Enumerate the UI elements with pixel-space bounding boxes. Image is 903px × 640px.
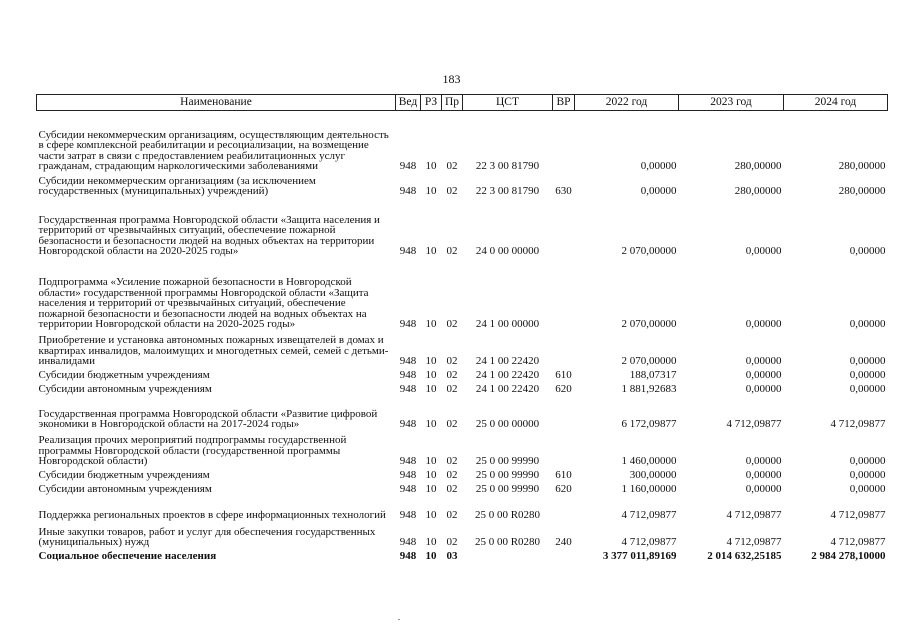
cell-y2024: 4 712,09877: [830, 418, 886, 430]
cell-cst: 25 0 00 R0280: [474, 509, 541, 521]
row-name-text: Субсидии бюджетным учреждениям: [38, 369, 210, 381]
row-name: [37, 430, 396, 467]
cell-vr: 630: [555, 185, 572, 197]
row-name-text: Субсидии автономным учреждениям: [38, 483, 212, 495]
cell-vr: 610: [555, 369, 572, 381]
row-name-text: Иные закупки товаров, работ и услуг для обеспечения государственных (муниципальных) нужд: [38, 525, 376, 548]
cell-pr: 03: [446, 550, 458, 562]
cell-rz: 10: [425, 455, 437, 467]
cell-cst: 24 1 00 22420: [475, 369, 540, 381]
header-vr: ВР: [553, 95, 575, 111]
cell-ved: 948: [399, 160, 417, 172]
row-name-text: Реализация прочих мероприятий подпрограммы государственной программы Новгородской области (государственной программы Новгородской области): [38, 434, 347, 467]
cell-cst: [463, 548, 553, 562]
cell-y2022: 2 070,00000: [621, 245, 677, 257]
cell-y2022: 0,00000: [640, 160, 677, 172]
cell-pr: 02: [446, 369, 458, 381]
row-name-text: Государственная программа Новгородской области «Развитие цифровой экономики в Новгородской области на 2017-2024 годы»: [38, 407, 378, 430]
cell-y2022: 300,00000: [629, 469, 677, 481]
cell-ved: 948: [399, 185, 417, 197]
table-row: [37, 467, 888, 481]
cell-y2024: 0,00000: [849, 469, 886, 481]
cell-pr: 02: [446, 245, 458, 257]
table-row: [37, 481, 888, 495]
cell-ved: 948: [399, 455, 417, 467]
cell-pr: 02: [446, 509, 458, 521]
cell-rz: 10: [425, 536, 437, 548]
cell-rz: 10: [425, 185, 437, 197]
cell-rz: 10: [425, 355, 437, 367]
cell-y2022: 6 172,09877: [621, 418, 677, 430]
cell-pr: 02: [446, 318, 458, 330]
cell-vr: 620: [555, 483, 572, 495]
cell-y2022: 4 712,09877: [621, 509, 677, 521]
table-row: [37, 111, 888, 172]
row-name-text: Субсидии бюджетным учреждениям: [38, 469, 210, 481]
row-name-text: Субсидии автономным учреждениям: [38, 383, 212, 395]
cell-y2024: 4 712,09877: [830, 509, 886, 521]
cell-ved: 948: [399, 369, 417, 381]
cell-vr: [553, 548, 575, 562]
cell-pr: 02: [446, 536, 458, 548]
cell-y2022: 1 881,92683: [621, 383, 677, 395]
cell-pr: 02: [446, 469, 458, 481]
header-ved: Вед: [396, 95, 421, 111]
cell-ved: 948: [399, 550, 417, 562]
header-rz: РЗ: [421, 95, 442, 111]
cell-vr: [553, 197, 575, 257]
row-name: [37, 330, 396, 367]
cell-rz: 10: [425, 369, 437, 381]
row-name-text: Социальное обеспечение населения: [38, 550, 217, 562]
row-name: [37, 521, 396, 548]
header-name: Наименование: [37, 95, 396, 111]
cell-cst: 22 3 00 81790: [475, 185, 540, 197]
row-name-text: Подпрограмма «Усиление пожарной безопасности в Новгородской области» государственной программы Новгородской области «Защита населения и территорий от чрезвычайных ситуаций, обеспечение пожарной безопасности и безопасности людей на водных объектах на территории Новгородской области на 2020-2025 годы»: [38, 276, 369, 330]
cell-y2022: 4 712,09877: [621, 536, 677, 548]
cell-y2024: 4 712,09877: [830, 536, 886, 548]
cell-y2024: 280,00000: [838, 160, 886, 172]
cell-y2022: 2 070,00000: [621, 355, 677, 367]
cell-rz: 10: [425, 418, 437, 430]
table-body: [37, 111, 888, 562]
cell-y2022: 0,00000: [640, 185, 677, 197]
budget-table: [36, 94, 888, 562]
header-2024: 2024 год: [784, 95, 888, 111]
cell-cst: 22 3 00 81790: [475, 160, 540, 172]
cell-vr: [553, 495, 575, 521]
row-name: [37, 111, 396, 172]
cell-cst: 25 0 00 R0280: [474, 536, 541, 548]
row-name-text: Поддержка региональных проектов в сфере информационных технологий: [38, 509, 386, 521]
header-2023: 2023 год: [679, 95, 784, 111]
cell-rz: 10: [425, 550, 437, 562]
cell-ved: 948: [399, 509, 417, 521]
cell-pr: 02: [446, 418, 458, 430]
header-cst: ЦСТ: [463, 95, 553, 111]
cell-y2023: 0,00000: [745, 369, 782, 381]
cell-vr: [553, 111, 575, 172]
cell-rz: 10: [425, 318, 437, 330]
cell-ved: 948: [399, 469, 417, 481]
cell-ved: 948: [399, 418, 417, 430]
cell-rz: 10: [425, 483, 437, 495]
cell-y2024: 0,00000: [849, 318, 886, 330]
cell-rz: 10: [425, 245, 437, 257]
row-name: [37, 495, 396, 521]
cell-rz: 10: [425, 383, 437, 395]
cell-rz: 10: [425, 509, 437, 521]
cell-ved: 948: [399, 483, 417, 495]
cell-ved: 948: [399, 245, 417, 257]
cell-y2022: 1 160,00000: [621, 483, 677, 495]
cell-rz: 10: [425, 160, 437, 172]
cell-y2023: 0,00000: [745, 469, 782, 481]
cell-y2024: 0,00000: [849, 455, 886, 467]
cell-y2024: 0,00000: [849, 483, 886, 495]
row-name-text: Государственная программа Новгородской области «Защита населения и территорий от чрезвычайных ситуаций, обеспечение пожарной безопасности и безопасности людей на водных объектах на территории Новгородской области на 2020-2025 годы»: [38, 213, 380, 257]
cell-cst: 25 0 00 99990: [475, 469, 540, 481]
table-row: [37, 172, 888, 197]
row-name: [37, 197, 396, 257]
header-2022: 2022 год: [575, 95, 679, 111]
cell-cst: 24 1 00 00000: [475, 318, 540, 330]
scan-speck: [398, 619, 400, 620]
cell-pr: 02: [446, 185, 458, 197]
table-header-row: [37, 95, 888, 111]
table-row: [37, 395, 888, 430]
cell-y2023: 4 712,09877: [726, 509, 782, 521]
table-row: [37, 521, 888, 548]
table-row: [37, 381, 888, 395]
table-row: [37, 430, 888, 467]
row-name: [37, 381, 396, 395]
cell-cst: 25 0 00 00000: [475, 418, 540, 430]
table-row: [37, 330, 888, 367]
cell-y2023: 0,00000: [745, 318, 782, 330]
cell-vr: [553, 430, 575, 467]
cell-cst: 25 0 00 99990: [475, 455, 540, 467]
cell-cst: 24 0 00 00000: [475, 245, 540, 257]
row-name: [37, 257, 396, 330]
cell-y2023: 0,00000: [745, 383, 782, 395]
cell-y2024: 280,00000: [838, 185, 886, 197]
row-name: [37, 467, 396, 481]
cell-vr: [553, 257, 575, 330]
cell-vr: 240: [555, 536, 572, 548]
cell-ved: 948: [399, 355, 417, 367]
cell-cst: 24 1 00 22420: [475, 383, 540, 395]
cell-rz: 10: [425, 469, 437, 481]
cell-y2023: 280,00000: [734, 160, 782, 172]
cell-vr: [553, 395, 575, 430]
row-name-text: Субсидии некоммерческим организациям, осуществляющим деятельность в сфере комплексной реабилитации и ресоциализации, на возмещение части затрат в связи с предоставлением реабилитационных услуг гражданам, страдающим наркологическими заболеваниями: [38, 128, 389, 172]
row-name: [37, 548, 396, 562]
table-row: [37, 548, 888, 562]
cell-ved: 948: [399, 536, 417, 548]
cell-y2023: 4 712,09877: [726, 418, 782, 430]
cell-pr: 02: [446, 383, 458, 395]
cell-y2022: 188,07317: [629, 369, 677, 381]
cell-y2022: 3 377 011,89169: [602, 550, 677, 562]
cell-y2023: 0,00000: [745, 245, 782, 257]
cell-ved: 948: [399, 383, 417, 395]
table-row: [37, 495, 888, 521]
table-row: [37, 197, 888, 257]
row-name-text: Субсидии некоммерческим организациям (за исключением государственных (муниципальных) учреждений): [38, 174, 316, 197]
cell-y2023: 2 014 632,25185: [707, 550, 782, 562]
cell-y2023: 0,00000: [745, 455, 782, 467]
cell-y2024: 0,00000: [849, 369, 886, 381]
header-pr: Пр: [442, 95, 463, 111]
cell-ved: 948: [399, 318, 417, 330]
row-name-text: Приобретение и установка автономных пожарных извещателей в домах и квартирах инвалидов, малоимущих и многодетных семей, семей с детьми-инвалидами: [38, 334, 389, 367]
row-name: [37, 395, 396, 430]
row-name: [37, 367, 396, 381]
cell-pr: 02: [446, 483, 458, 495]
cell-pr: 02: [446, 355, 458, 367]
cell-y2023: 0,00000: [745, 483, 782, 495]
cell-y2022: 2 070,00000: [621, 318, 677, 330]
cell-cst: 24 1 00 22420: [475, 355, 540, 367]
table-row: [37, 367, 888, 381]
cell-y2024: 0,00000: [849, 383, 886, 395]
page-number: 183: [442, 72, 461, 86]
cell-cst: 25 0 00 99990: [475, 483, 540, 495]
cell-y2024: 2 984 278,10000: [811, 550, 886, 562]
cell-y2023: 0,00000: [745, 355, 782, 367]
cell-pr: 02: [446, 160, 458, 172]
cell-pr: 02: [446, 455, 458, 467]
cell-y2023: 280,00000: [734, 185, 782, 197]
cell-y2023: 4 712,09877: [726, 536, 782, 548]
cell-y2024: 0,00000: [849, 245, 886, 257]
cell-y2024: 0,00000: [849, 355, 886, 367]
cell-vr: 620: [555, 383, 572, 395]
cell-y2022: 1 460,00000: [621, 455, 677, 467]
table-row: [37, 257, 888, 330]
cell-vr: 610: [555, 469, 572, 481]
cell-vr: [553, 330, 575, 367]
row-name: [37, 172, 396, 197]
row-name: [37, 481, 396, 495]
